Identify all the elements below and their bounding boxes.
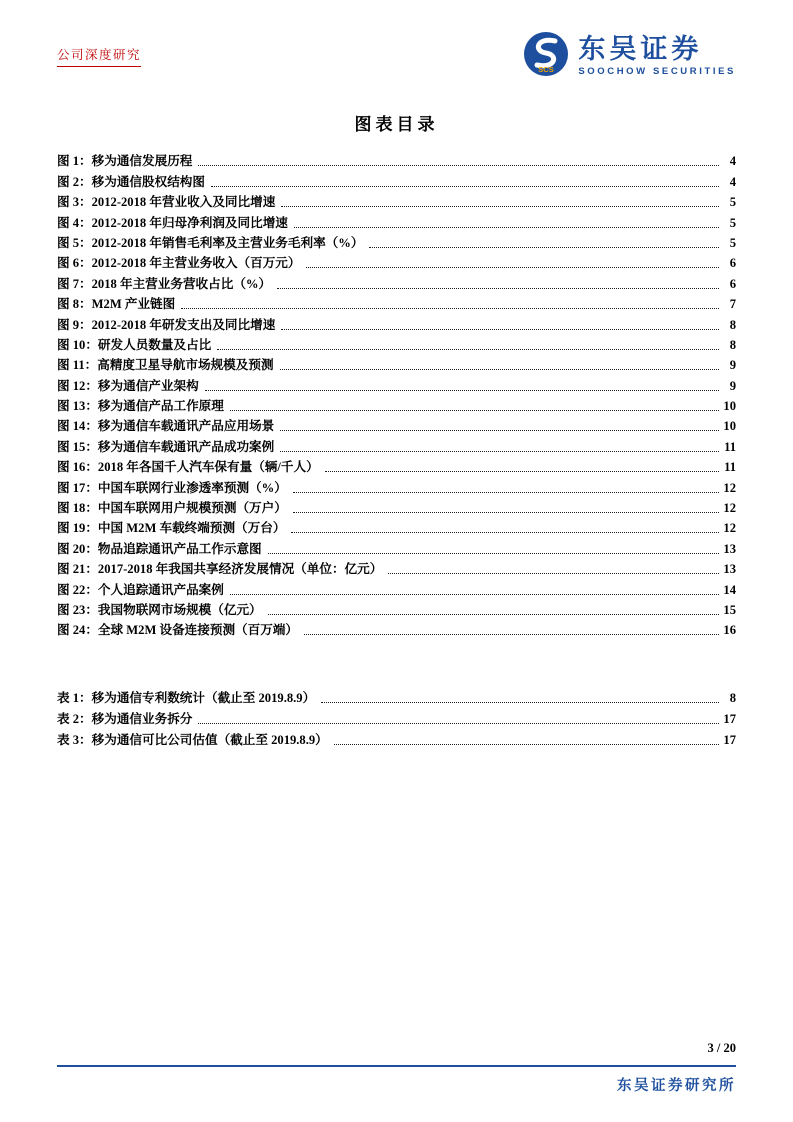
toc-entry[interactable] <box>57 373 736 393</box>
tables-toc-list <box>0 684 793 748</box>
toc-entry-page: 4 <box>729 174 736 189</box>
toc-entry[interactable] <box>57 455 736 475</box>
toc-entry-label: 图 22：个人追踪通讯产品案例 <box>57 582 224 597</box>
toc-entry-label: 表 1：移为通信专利数统计（截止至 2019.8.9） <box>57 690 316 705</box>
toc-entry[interactable] <box>57 292 736 312</box>
toc-entry-page: 17 <box>723 733 736 748</box>
toc-entry-label: 图 20：物品追踪通讯产品工作示意图 <box>57 541 262 556</box>
toc-entry[interactable] <box>57 394 736 414</box>
toc-entry-page: 10 <box>723 399 736 414</box>
toc-entry[interactable] <box>57 169 736 189</box>
toc-entry-page: 11 <box>724 439 736 454</box>
toc-entry[interactable] <box>57 210 736 230</box>
toc-entry-page: 5 <box>729 215 736 230</box>
toc-entry[interactable] <box>57 434 736 454</box>
toc-entry[interactable] <box>57 684 736 705</box>
toc-entry-label: 图 19：中国 M2M 车载终端预测（万台） <box>57 521 286 536</box>
toc-entry-label: 图 6：2012-2018 年主营业务收入（百万元） <box>57 256 301 271</box>
brand-name-cn: 东吴证券 <box>578 33 703 64</box>
toc-entry-page: 6 <box>729 256 736 271</box>
toc-entry-label: 图 5：2012-2018 年销售毛利率及主营业务毛利率（%） <box>57 235 364 250</box>
toc-dots-leader <box>217 349 719 350</box>
brand-logo <box>523 31 736 82</box>
toc-entry-page: 6 <box>729 276 736 291</box>
toc-entry-label: 图 12：移为通信产业架构 <box>57 378 199 393</box>
toc-dots-leader <box>388 573 719 574</box>
toc-entry-page: 12 <box>723 480 736 495</box>
toc-entry-label: 图 7：2018 年主营业务营收占比（%） <box>57 276 272 291</box>
toc-dots-leader <box>181 308 719 309</box>
toc-entry-label: 图 17：中国车联网行业渗透率预测（%） <box>57 480 287 495</box>
toc-entry[interactable] <box>57 475 736 495</box>
toc-entry[interactable] <box>57 312 736 332</box>
scs-swirl-icon <box>523 31 569 82</box>
toc-dots-leader <box>281 329 719 330</box>
toc-entry-page: 14 <box>723 582 736 597</box>
page-footer <box>57 1041 736 1095</box>
toc-entry-label: 图 16：2018 年各国千人汽车保有量（辆/千人） <box>57 460 319 475</box>
toc-dots-leader <box>293 512 719 513</box>
toc-entry-label: 表 2：移为通信业务拆分 <box>57 711 193 726</box>
toc-entry-label: 图 18：中国车联网用户规模预测（万户） <box>57 501 287 516</box>
toc-title: 图表目录 <box>354 115 439 134</box>
toc-entry-page: 5 <box>729 235 736 250</box>
toc-entry[interactable] <box>57 149 736 169</box>
footer-divider <box>57 1065 736 1067</box>
toc-entry-label: 图 24：全球 M2M 设备连接预测（百万端） <box>57 623 299 638</box>
toc-dots-leader <box>230 410 719 411</box>
toc-entry-page: 10 <box>723 419 736 434</box>
toc-entry-page: 7 <box>729 297 736 312</box>
toc-entry-page: 4 <box>729 154 736 169</box>
toc-dots-leader <box>306 267 719 268</box>
brand-name-en: SOOCHOW SECURITIES <box>578 66 736 78</box>
toc-entry-label: 图 11：高精度卫星导航市场规模及预测 <box>57 358 274 373</box>
toc-dots-leader <box>334 744 719 745</box>
toc-entry[interactable] <box>57 706 736 727</box>
toc-entry-page: 16 <box>723 623 736 638</box>
toc-dots-leader <box>198 165 719 166</box>
toc-entry-label: 图 10：研发人员数量及占比 <box>57 337 212 352</box>
toc-entry-label: 图 13：移为通信产品工作原理 <box>57 399 224 414</box>
toc-dots-leader <box>268 614 719 615</box>
toc-entry[interactable] <box>57 414 736 434</box>
page-number: 3 / 20 <box>707 1041 736 1055</box>
toc-dots-leader <box>230 594 719 595</box>
toc-dots-leader <box>268 553 719 554</box>
toc-dots-leader <box>280 430 719 431</box>
toc-dots-leader <box>198 723 719 724</box>
toc-entry[interactable] <box>57 271 736 291</box>
toc-dots-leader <box>281 206 719 207</box>
toc-entry-label: 图 2：移为通信股权结构图 <box>57 174 205 189</box>
toc-entry[interactable] <box>57 577 736 597</box>
toc-entry-page: 8 <box>729 337 736 352</box>
toc-entry[interactable] <box>57 727 736 748</box>
toc-entry-page: 9 <box>729 358 736 373</box>
toc-entry[interactable] <box>57 557 736 577</box>
toc-dots-leader <box>291 532 719 533</box>
toc-entry-page: 8 <box>729 690 736 705</box>
toc-entry-label: 图 15：移为通信车载通讯产品成功案例 <box>57 439 275 454</box>
toc-entry-label: 图 4：2012-2018 年归母净利润及同比增速 <box>57 215 288 230</box>
toc-entry-page: 9 <box>729 378 736 393</box>
toc-entry[interactable] <box>57 598 736 618</box>
toc-entry-page: 8 <box>729 317 736 332</box>
report-category-label: 公司深度研究 <box>57 45 141 67</box>
toc-entry-page: 13 <box>723 562 736 577</box>
toc-dots-leader <box>280 369 719 370</box>
toc-entry-label: 图 1：移为通信发展历程 <box>57 154 193 169</box>
toc-entry-page: 13 <box>723 541 736 556</box>
toc-entry[interactable] <box>57 496 736 516</box>
figures-toc-list <box>0 149 793 638</box>
toc-dots-leader <box>294 227 719 228</box>
toc-entry[interactable] <box>57 231 736 251</box>
toc-entry-page: 11 <box>724 460 736 475</box>
toc-entry-label: 图 3：2012-2018 年营业收入及同比增速 <box>57 195 276 210</box>
toc-entry-page: 12 <box>723 521 736 536</box>
toc-entry-label: 图 14：移为通信车载通讯产品应用场景 <box>57 419 275 434</box>
toc-entry-page: 12 <box>723 501 736 516</box>
toc-entry-label: 图 9：2012-2018 年研发支出及同比增速 <box>57 317 276 332</box>
toc-dots-leader <box>321 702 719 703</box>
toc-entry-page: 15 <box>723 602 736 617</box>
toc-entry-label: 图 23：我国物联网市场规模（亿元） <box>57 602 262 617</box>
toc-entry[interactable] <box>57 190 736 210</box>
toc-dots-leader <box>304 634 719 635</box>
toc-dots-leader <box>293 492 719 493</box>
toc-dots-leader <box>205 390 719 391</box>
logo-icon-text: SCS <box>538 64 555 74</box>
toc-dots-leader <box>280 451 719 452</box>
toc-entry[interactable] <box>57 516 736 536</box>
toc-entry[interactable] <box>57 618 736 638</box>
toc-entry[interactable] <box>57 536 736 556</box>
toc-dots-leader <box>369 247 719 248</box>
toc-entry[interactable] <box>57 333 736 353</box>
toc-entry[interactable] <box>57 251 736 271</box>
brand-logo-text <box>578 35 736 77</box>
toc-dots-leader <box>277 288 719 289</box>
toc-entry-page: 17 <box>723 711 736 726</box>
footer-institute: 东吴证券研究所 <box>617 1078 736 1094</box>
toc-dots-leader <box>211 186 719 187</box>
toc-entry[interactable] <box>57 353 736 373</box>
page-header <box>0 0 793 84</box>
toc-entry-label: 图 8：M2M 产业链图 <box>57 297 176 312</box>
toc-entry-page: 5 <box>729 195 736 210</box>
toc-entry-label: 表 3：移为通信可比公司估值（截止至 2019.8.9） <box>57 733 328 748</box>
toc-entry-label: 图 21：2017-2018 年我国共享经济发展情况（单位：亿元） <box>57 562 383 577</box>
toc-dots-leader <box>325 471 719 472</box>
